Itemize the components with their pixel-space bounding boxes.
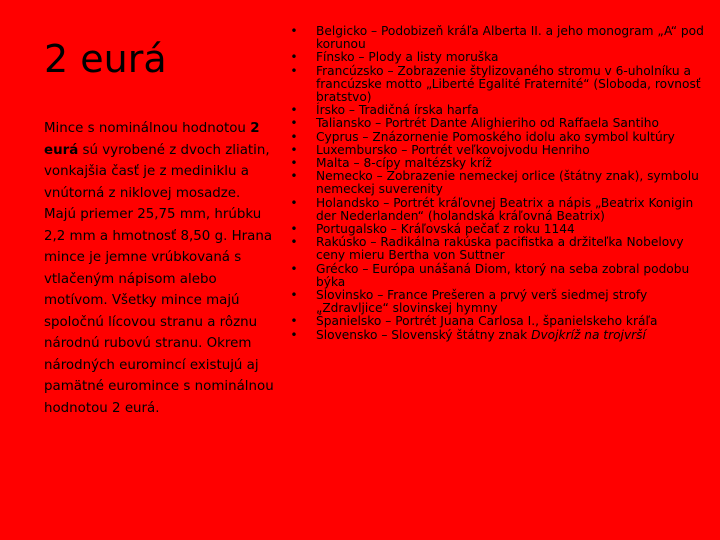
- bullet-icon: •: [290, 129, 298, 144]
- bullet-icon: •: [290, 235, 298, 250]
- country-item-italic-text: Dvojkríž na trojvrší: [531, 327, 646, 342]
- country-item-text: [316, 329, 708, 342]
- country-list-item: [288, 263, 708, 289]
- bullet-icon: •: [290, 50, 298, 65]
- bullet-icon: •: [290, 142, 298, 157]
- country-item-main-text: Rakúsko – Radikálna rakúska pacifistka a držiteľka Nobelovy ceny mieru Bertha von Suttner: [316, 235, 684, 263]
- country-item-text: [316, 289, 708, 315]
- bullet-icon: •: [290, 156, 298, 171]
- country-list-item: [288, 170, 708, 196]
- country-list-item: [288, 25, 708, 51]
- country-list-item: [288, 197, 708, 223]
- body-text-bold: 2 eurá: [44, 121, 260, 158]
- country-item-main-text: Slovensko – Slovenský štátny znak: [316, 327, 532, 342]
- country-item-main-text: Malta – 8-cípy maltézsky kríž: [316, 156, 492, 171]
- country-list-item: [288, 329, 708, 342]
- country-list-item: [288, 236, 708, 262]
- country-item-main-text: Taliansko – Portrét Dante Alighieriho od Raffaela Santiho: [316, 116, 659, 131]
- bullet-icon: •: [290, 222, 298, 237]
- bullet-icon: •: [290, 195, 298, 210]
- bullet-icon: •: [290, 288, 298, 303]
- country-list-item: [288, 65, 708, 105]
- country-item-main-text: Luxembursko – Portrét veľkovojvodu Henriho: [316, 142, 590, 157]
- country-item-main-text: Cyprus – Znázornenie Pomoského idolu ako symbol kultúry: [316, 129, 675, 144]
- country-bullet-list: [288, 25, 708, 342]
- body-text-part-2: sú vyrobené z dvoch zliatin, vonkajšia časť je z mediniklu a vnútorná z niklovej mosadze. Majú priemer 25,75 mm, hrúbku 2,2 mm a hmotnosť 8,50 g. Hrana mince je jemne vrúbkovaná s vtlačeným nápisom alebo motívom. Všetky mince majú spoločnú lícovou stranu a rôznu národnú rubovú stranu. Okrem národných euromincí existujú aj pamätné euromince s nominálnou hodnotou 2 eurá.: [44, 142, 274, 416]
- country-item-main-text: Fínsko – Plody a listy moruška: [316, 50, 499, 65]
- bullet-icon: •: [290, 63, 298, 78]
- bullet-icon: •: [290, 103, 298, 118]
- country-item-text: [316, 170, 708, 196]
- country-item-main-text: Írsko – Tradičná írska harfa: [316, 103, 479, 118]
- country-item-main-text: Francúzsko – Zobrazenie štylizovaného stromu v 6-uholníku a francúzske motto „Liberté Egalité Fraternité“ (Sloboda, rovnosť bratstvo): [316, 63, 701, 105]
- bullet-icon: •: [290, 327, 298, 342]
- country-item-main-text: Slovinsko – France Prešeren a prvý verš siedmej strofy „Zdravljice“ slovinskej hymny: [316, 288, 648, 316]
- country-list-item: [288, 289, 708, 315]
- body-text-part-1: Mince s nominálnou hodnotou: [44, 121, 251, 136]
- slide-body-text: [44, 118, 274, 419]
- country-item-main-text: Grécko – Európa unášaná Diom, ktorý na seba zobral podobu býka: [316, 261, 690, 289]
- bullet-icon: •: [290, 261, 298, 276]
- country-item-text: [316, 65, 708, 105]
- bullet-icon: •: [290, 169, 298, 184]
- slide-title: 2 eurá: [44, 37, 167, 81]
- bullet-icon: •: [290, 24, 298, 38]
- country-item-main-text: Portugalsko – Kráľovská pečať z roku 1144: [316, 222, 575, 237]
- country-item-text: [316, 236, 708, 262]
- country-item-main-text: Nemecko – Zobrazenie nemeckej orlice (štátny znak), symbolu nemeckej suverenity: [316, 169, 699, 197]
- country-item-text: [316, 263, 708, 289]
- country-item-main-text: Španielsko – Portrét Juana Carlosa I., španielskeho kráľa: [316, 314, 658, 329]
- bullet-icon: •: [290, 314, 298, 329]
- country-item-text: [316, 25, 708, 51]
- country-item-main-text: Holandsko – Portrét kráľovnej Beatrix a nápis „Beatrix Konigin der Nederlanden“ (holandská kráľovná Beatrix): [316, 195, 694, 223]
- country-item-text: [316, 197, 708, 223]
- bullet-icon: •: [290, 116, 298, 131]
- country-item-main-text: Belgicko – Podobizeň kráľa Alberta II. a jeho monogram „A“ pod korunou: [316, 24, 704, 52]
